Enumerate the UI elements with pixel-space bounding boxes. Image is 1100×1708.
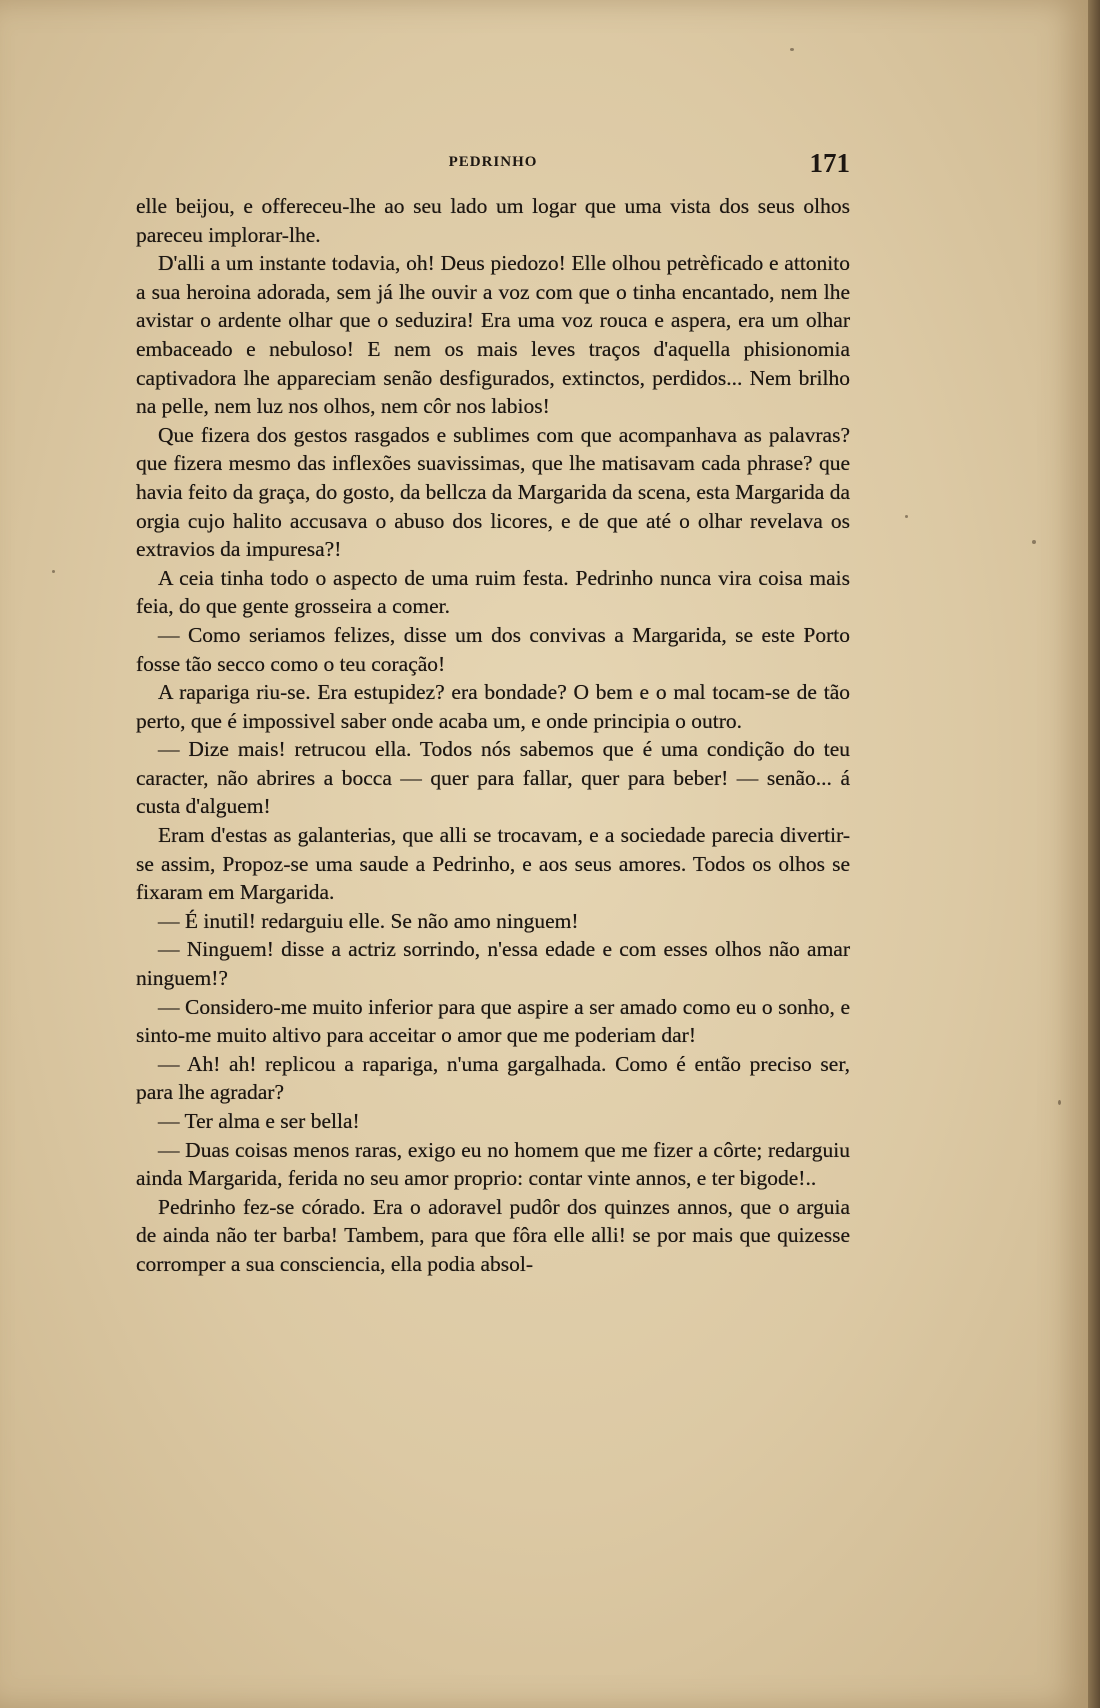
paragraph: — Considero-me muito inferior para que aspire a ser amado como eu o sonho, e sinto-me muito altivo para acceitar o amor que me poderiam dar! xyxy=(136,994,850,1048)
running-head xyxy=(136,148,850,178)
paper-speck xyxy=(790,48,794,51)
paragraph: — Ter alma e ser bella! xyxy=(158,1109,360,1133)
paragraph: — Ah! ah! replicou a rapariga, n'uma gargalhada. Como é então preciso ser, para lhe agradar? xyxy=(136,1051,850,1105)
paragraph: Pedrinho fez-se córado. Era o adoravel pudôr dos quinzes annos, que o arguia de ainda não ter barba! Tambem, para que fôra elle alli! se por mais que quizesse corromper a sua consciencia, ella podia absol- xyxy=(136,1194,850,1276)
paper-speck xyxy=(905,515,908,518)
paragraph: — Dize mais! retrucou ella. Todos nós sabemos que é uma condição do teu caracter, não abrires a bocca — quer para fallar, quer para beber! — senão... á custa d'alguem! xyxy=(136,737,850,819)
page-edge xyxy=(1088,0,1100,1708)
paragraph: — É inutil! redarguiu elle. Se não amo ninguem! xyxy=(158,908,579,933)
paper-speck xyxy=(1032,540,1036,544)
paragraph: elle beijou, e offereceu-lhe ao seu lado um logar que uma vista dos seus olhos pareceu implorar-lhe. xyxy=(136,194,850,247)
paragraph: D'alli a um instante todavia, oh! Deus piedozo! Elle olhou petrèficado e attonito a sua heroina adorada, sem já lhe ouvir a voz com que o tinha encantado, nem lhe avistar o ardente olhar que o seduzira! Era uma voz rouca e aspera, era um olhar embaceado e nebuloso! E nem os mais leves traços d'aquella phisionomia captivadora lhe appareciam senão desfigurados, extinctos, perdidos... Nem brilho na pelle, nem luz nos olhos, nem côr nos labios! xyxy=(136,251,850,419)
paragraph: A rapariga riu-se. Era estupidez? era bondade? O bem e o mal tocam-se de tão perto, que é impossivel saber onde acaba um, e onde principia o outro. xyxy=(136,680,850,733)
running-title: PEDRINHO xyxy=(448,154,538,170)
paper-speck xyxy=(52,570,55,573)
paragraph: — Ninguem! disse a actriz sorrindo, n'essa edade e com esses olhos não amar ninguem!? xyxy=(136,937,850,991)
paragraph: Que fizera dos gestos rasgados e sublimes com que acompanhava as palavras? que fizera mesmo das inflexões suavissimas, que lhe matisavam cada phrase? que havia feito da graça, do gosto, da bellcza da Margarida da scena, esta Margarida da orgia cujo halito accusava o abuso dos licores, e de que até o olhar revelava os extravios da impuresa?! xyxy=(136,422,850,562)
body-text xyxy=(136,192,850,1279)
page-number: 171 xyxy=(809,148,850,178)
paper-speck xyxy=(1058,1100,1061,1105)
paragraph: Eram d'estas as galanterias, que alli se trocavam, e a sociedade parecia divertir-se assim, Propoz-se uma saude a Pedrinho, e aos seus amores. Todos os olhos se fixaram em Margarida. xyxy=(136,823,850,905)
paragraph: — Como seriamos felizes, disse um dos convivas a Margarida, se este Porto fosse tão secco como o teu coração! xyxy=(136,622,850,676)
paragraph: A ceia tinha todo o aspecto de uma ruim festa. Pedrinho nunca vira coisa mais feia, do que gente grosseira a comer. xyxy=(136,565,850,619)
paragraph: — Duas coisas menos raras, exigo eu no homem que me fizer a côrte; redarguiu ainda Margarida, ferida no seu amor proprio: contar vinte annos, e ter bigode!.. xyxy=(136,1137,850,1191)
